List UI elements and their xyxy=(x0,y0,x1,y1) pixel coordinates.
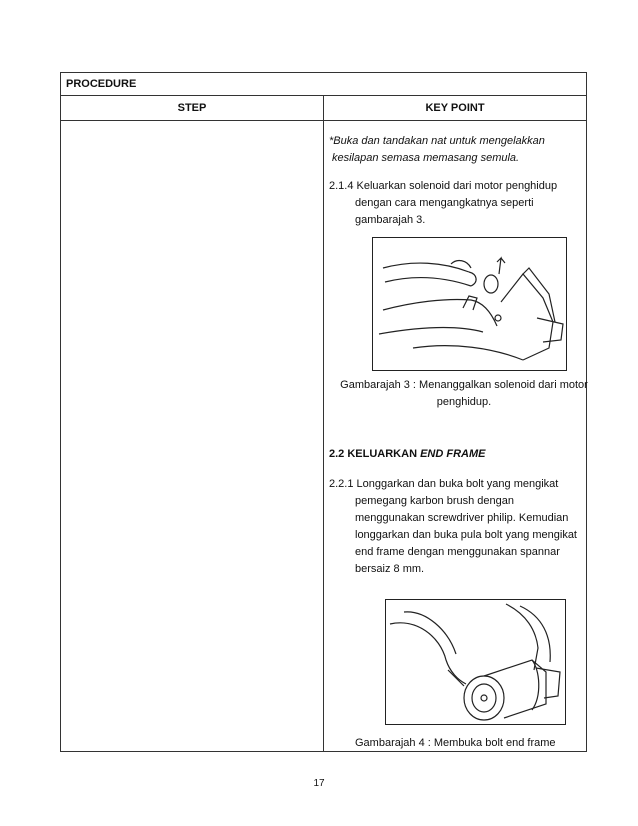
end-frame-bolt-illustration-icon xyxy=(386,600,565,724)
step-2-2-1-line-6: bersaiz 8 mm. xyxy=(355,563,425,575)
section-2-2-heading xyxy=(329,446,485,463)
figure-4-caption: Gambarajah 4 : Membuka bolt end frame xyxy=(355,737,556,749)
figure-3-caption-line-1: Gambarajah 3 : Menanggalkan solenoid dari motor xyxy=(340,379,588,391)
procedure-table xyxy=(60,72,587,752)
step-2-2-1-line-5: end frame dengan menggunakan spannar xyxy=(355,546,560,558)
step-column-header: STEP xyxy=(61,96,324,121)
key-point-column-header: KEY POINT xyxy=(324,96,587,121)
step-2-1-4-line-1: 2.1.4 Keluarkan solenoid dari motor penghidup xyxy=(329,180,558,192)
solenoid-removal-illustration-icon xyxy=(373,238,566,370)
step-2-2-1-line-2: pemegang karbon brush dengan xyxy=(355,495,515,507)
figure-3-caption-line-2: penghidup. xyxy=(436,396,492,408)
procedure-header: PROCEDURE xyxy=(61,73,587,96)
figure-3-solenoid xyxy=(372,237,567,371)
step-2-1-4-line-3: gambarajah 3. xyxy=(355,214,426,226)
step-2-2-1-line-1: 2.2.1 Longgarkan dan buka bolt yang mengikat xyxy=(329,478,559,490)
figure-4-end-frame xyxy=(385,599,566,725)
section-2-2-prefix: 2.2 KELUARKAN xyxy=(329,448,418,460)
step-2-1-4-line-2: dengan cara mengangkatnya seperti xyxy=(355,197,534,209)
step-2-2-1-line-3: menggunakan screwdriver philip. Kemudian xyxy=(355,512,569,524)
step-2-2-1-line-4: longgarkan dan buka pula bolt yang mengikat xyxy=(355,529,577,541)
note-line-2: kesilapan semasa memasang semula. xyxy=(332,152,520,164)
note-line-1: *Buka dan tandakan nat untuk mengelakkan xyxy=(329,135,545,147)
page-number: 17 xyxy=(313,778,325,789)
step-cell xyxy=(61,121,324,752)
section-2-2-emphasis: END FRAME xyxy=(420,448,486,460)
key-point-cell xyxy=(324,121,587,752)
